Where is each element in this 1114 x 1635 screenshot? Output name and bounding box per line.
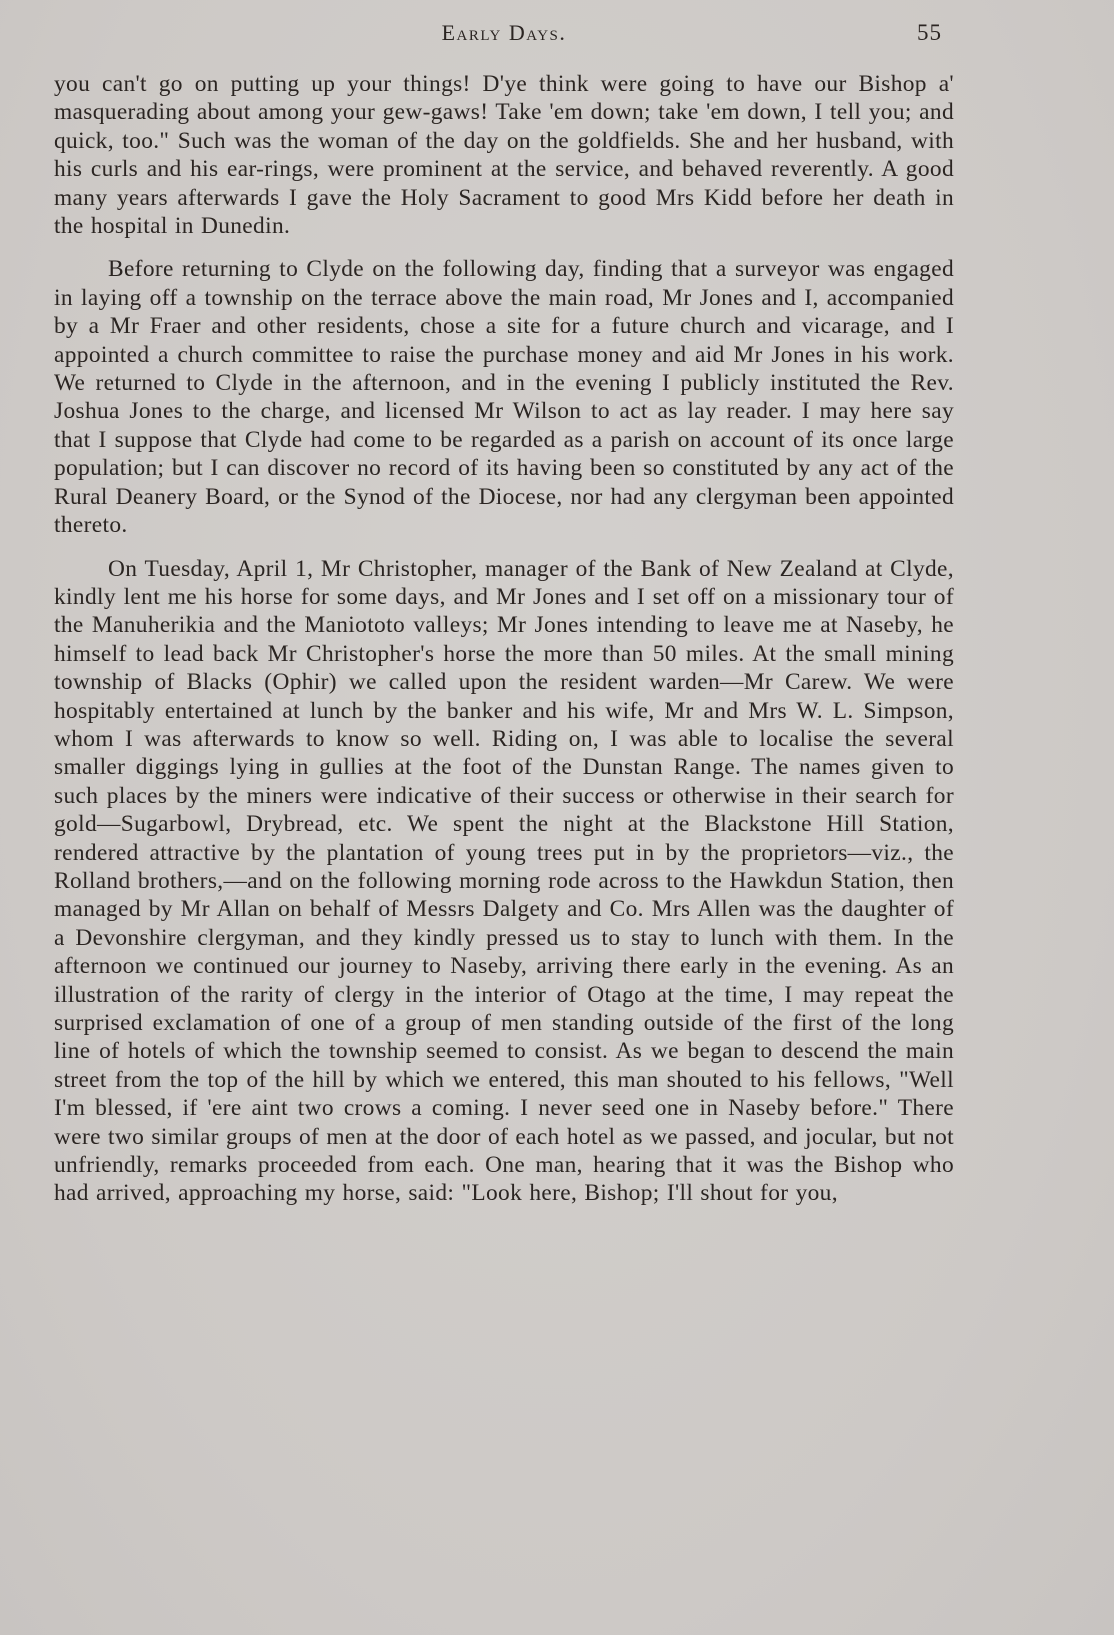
running-head (54, 18, 954, 52)
page-number: 55 (917, 20, 942, 45)
paragraph-continuation: you can't go on putting up your things! D'ye think were going to have our Bishop a' masquerading about among your gew-gaws! Take 'em down; take 'em down, I tell you; and quick, too." Such was the woman of the day on the goldfields. She and her husband, with his curls and his ear-rings, were prominent at the service, and behaved reverently. A good many years afterwards I gave the Holy Sacrament to good Mrs Kidd before her death in the hospital in Dunedin. (54, 71, 954, 240)
body-text (54, 70, 954, 1223)
paragraph-missionary-tour: On Tuesday, April 1, Mr Christopher, manager of the Bank of New Zealand at Clyde, kindly lent me his horse for some days, and Mr Jones and I set off on a missionary tour of the Manuherikia and the Maniototo valleys; Mr Jones intending to leave me at Naseby, he himself to lead back Mr Christopher's horse the more than 50 miles. At the small mining township of Blacks (Ophir) we called upon the resident warden—Mr Carew. We were hospitably entertained at lunch by the banker and his wife, Mr and Mrs W. L. Simpson, whom I was afterwards to know so well. Riding on, I was able to localise the several smaller diggings lying in gullies at the foot of the Dunstan Range. The names given to such places by the miners were indicative of their success or otherwise in their search for gold—Sugarbowl, Drybread, etc. We spent the night at the Blackstone Hill Station, rendered attractive by the plantation of young trees put in by the proprietors—viz., the Rolland brothers,—and on the following morning rode across to the Hawkdun Station, then managed by Mr Allan on behalf of Messrs Dalgety and Co. Mrs Allen was the daughter of a Devonshire clergyman, and they kindly pressed us to stay to lunch with them. In the afternoon we continued our journey to Naseby, arriving there early in the evening. As an illustration of the rarity of clergy in the interior of Otago at the time, I may repeat the surprised exclamation of one of a group of men standing outside of the first of the long line of hotels of which the township seemed to consist. As we began to descend the main street from the top of the hill by which we entered, this man shouted to his fellows, "Well I'm blessed, if 'ere aint two crows a coming. I never seed one in Naseby before." There were two similar groups of men at the door of each hotel as we passed, and jocular, but not unfriendly, remarks proceeded from each. One man, hearing that it was the Bishop who had arrived, approaching my horse, said: "Look here, Bishop; I'll shout for you, (54, 555, 954, 1207)
running-title: Early Days. (441, 20, 567, 45)
paragraph-clyde-return: Before returning to Clyde on the following day, finding that a surveyor was engaged in laying off a township on the terrace above the main road, Mr Jones and I, accompanied by a Mr Fraer and other residents, chose a site for a future church and vicarage, and I appointed a church committee to raise the purchase money and aid Mr Jones in his work. We returned to Clyde in the afternoon, and in the evening I publicly instituted the Rev. Joshua Jones to the charge, and licensed Mr Wilson to act as lay reader. I may here say that I suppose that Clyde had come to be regarded as a parish on account of its once large population; but I can discover no record of its having been so constituted by any act of the Rural Deanery Board, or the Synod of the Diocese, nor had any clergyman been appointed thereto. (54, 256, 954, 539)
